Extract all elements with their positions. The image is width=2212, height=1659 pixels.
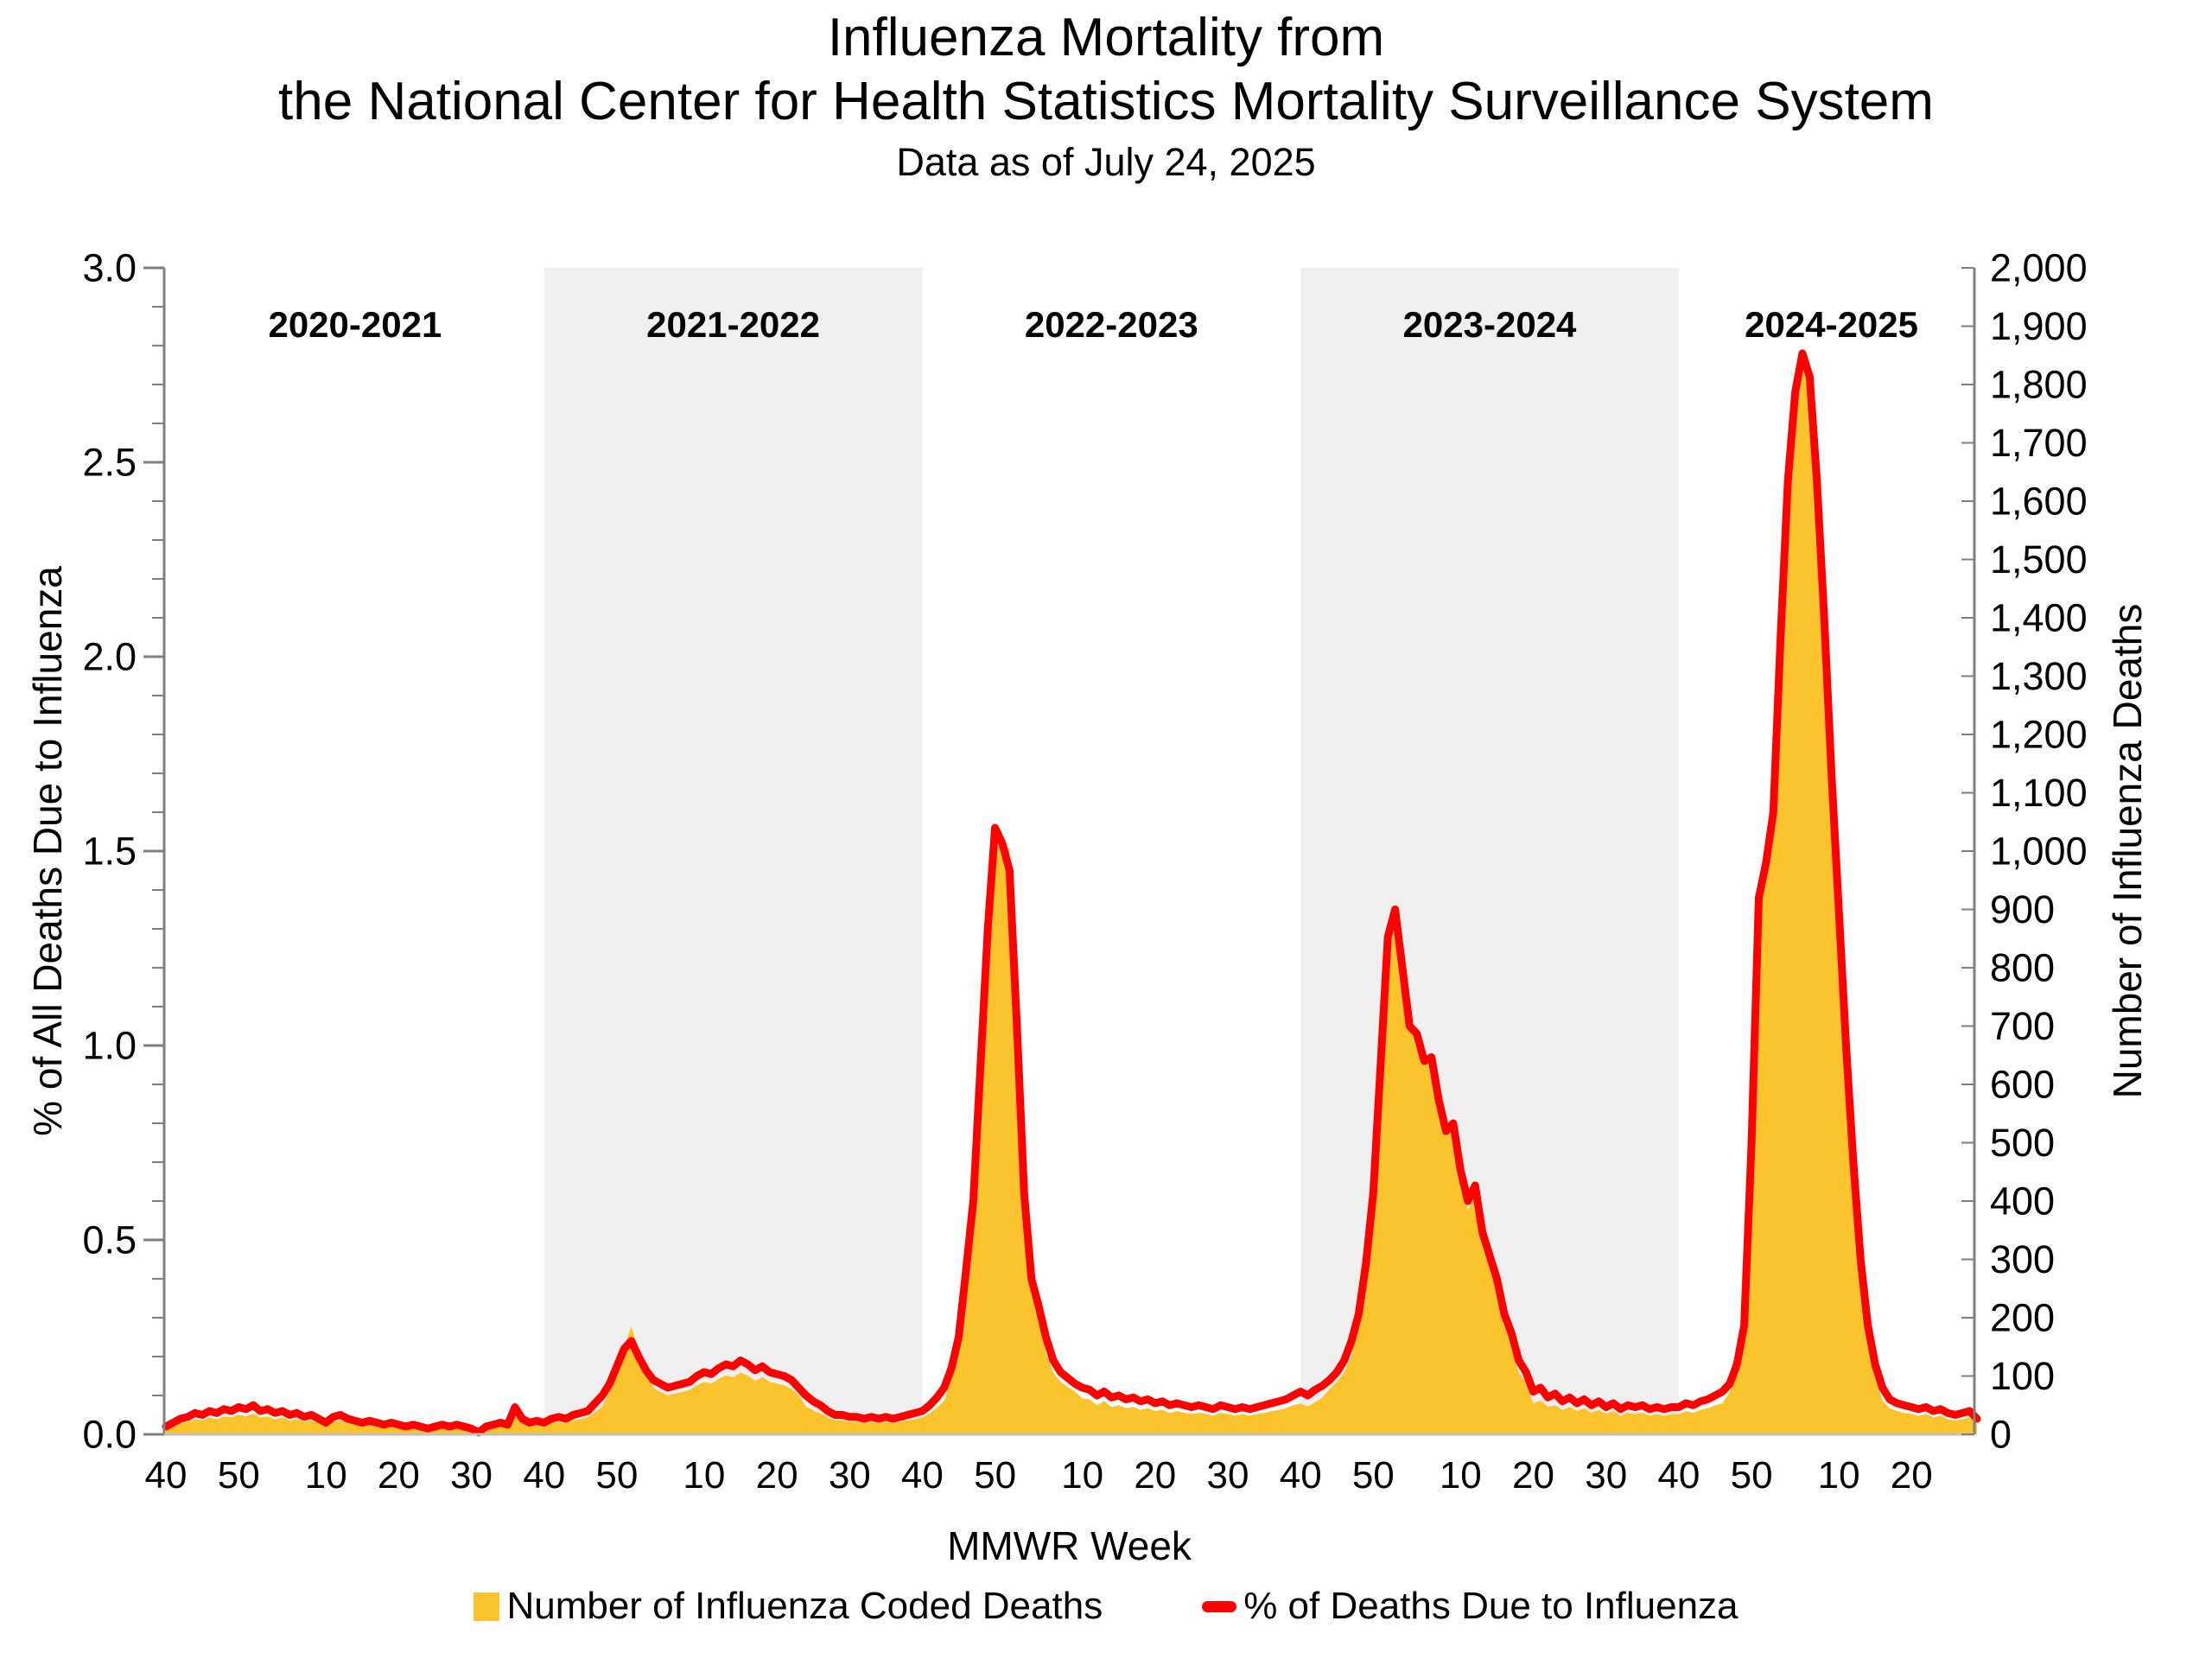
legend-label-influenza-coded-deaths: Number of Influenza Coded Deaths xyxy=(506,1585,1103,1627)
left-axis-tick-label: 3.0 xyxy=(82,245,137,290)
x-axis-tick-label: 40 xyxy=(1657,1454,1700,1497)
x-axis-tick-label: 50 xyxy=(1730,1454,1773,1497)
chart-title-line2: the National Center for Health Statistics Mortality Surveillance System xyxy=(278,72,1934,131)
right-axis-tick-label: 300 xyxy=(1990,1237,2056,1281)
x-axis-tick-label: 40 xyxy=(1279,1454,1322,1497)
right-axis-tick-label: 800 xyxy=(1990,945,2056,990)
influenza-coded-deaths-area xyxy=(166,364,1977,1434)
chart-legend xyxy=(0,1585,2212,1628)
left-axis-tick-label: 1.5 xyxy=(82,829,137,874)
right-axis-tick-label: 500 xyxy=(1990,1121,2056,1165)
season-label: 2020-2021 xyxy=(268,304,442,345)
left-axis-tick-label: 2.5 xyxy=(82,440,137,485)
season-label: 2023-2024 xyxy=(1402,304,1577,345)
season-shading-band xyxy=(544,268,923,1434)
x-axis-title: MMWR Week xyxy=(947,1523,1192,1568)
x-axis-tick-label: 50 xyxy=(595,1454,639,1497)
x-axis-tick-label: 50 xyxy=(1351,1454,1395,1497)
x-axis-tick-label: 30 xyxy=(1206,1454,1249,1497)
chart-title-line1: Influenza Mortality from xyxy=(827,8,1385,67)
right-axis-tick-label: 900 xyxy=(1990,887,2056,931)
season-label: 2022-2023 xyxy=(1024,304,1198,345)
right-axis-tick-label: 1,500 xyxy=(1990,537,2088,582)
right-axis-tick-label: 400 xyxy=(1990,1179,2056,1224)
legend-item-pct-deaths xyxy=(1202,1585,1738,1628)
x-axis-tick-label: 30 xyxy=(1585,1454,1628,1497)
right-axis-tick-label: 1,000 xyxy=(1990,829,2088,874)
chart-subtitle-data-as-of: Data as of July 24, 2025 xyxy=(896,140,1316,184)
x-axis-tick-label: 10 xyxy=(1439,1454,1482,1497)
right-axis-tick-label: 1,100 xyxy=(1990,771,2088,815)
right-axis-tick-label: 100 xyxy=(1990,1354,2056,1398)
right-axis-tick-label: 1,900 xyxy=(1990,304,2088,348)
right-axis-tick-label: 1,700 xyxy=(1990,421,2088,465)
left-axis-tick-label: 1.0 xyxy=(82,1023,137,1068)
legend-label-pct-deaths: % of Deaths Due to Influenza xyxy=(1243,1585,1738,1627)
x-axis-tick-label: 10 xyxy=(1061,1454,1104,1497)
legend-item-influenza-coded-deaths xyxy=(474,1585,1103,1628)
right-axis-tick-label: 600 xyxy=(1990,1062,2056,1107)
right-axis-tick-label: 1,200 xyxy=(1990,712,2088,757)
x-axis-tick-label: 20 xyxy=(1890,1454,1933,1497)
x-axis-tick-label: 50 xyxy=(974,1454,1017,1497)
x-axis-tick-label: 40 xyxy=(144,1454,188,1497)
x-axis-tick-label: 20 xyxy=(1134,1454,1177,1497)
x-axis-tick-label: 40 xyxy=(900,1454,944,1497)
x-axis-tick-label: 20 xyxy=(377,1454,420,1497)
right-axis-tick-label: 1,800 xyxy=(1990,362,2088,407)
right-axis-tick-label: 2,000 xyxy=(1990,245,2088,290)
x-axis-tick-label: 10 xyxy=(1817,1454,1860,1497)
left-axis-tick-label: 0.5 xyxy=(82,1217,137,1262)
x-axis-tick-label: 40 xyxy=(523,1454,566,1497)
left-axis-tick-label: 2.0 xyxy=(82,634,137,679)
x-axis-tick-label: 10 xyxy=(304,1454,347,1497)
left-axis-tick-label: 0.0 xyxy=(82,1412,137,1457)
x-axis-tick-label: 30 xyxy=(450,1454,493,1497)
right-axis-tick-label: 0 xyxy=(1990,1412,2012,1457)
line-swatch-icon xyxy=(1202,1601,1236,1612)
area-swatch-icon xyxy=(474,1592,499,1621)
right-axis-tick-label: 700 xyxy=(1990,1004,2056,1048)
x-axis-tick-label: 20 xyxy=(1512,1454,1554,1497)
x-axis-tick-label: 10 xyxy=(683,1454,726,1497)
right-axis-title: Number of Influenza Deaths xyxy=(2105,603,2150,1099)
right-axis-tick-label: 1,300 xyxy=(1990,654,2088,698)
right-axis-tick-label: 1,600 xyxy=(1990,479,2088,524)
right-axis-tick-label: 1,400 xyxy=(1990,595,2088,640)
right-axis-tick-label: 200 xyxy=(1990,1295,2056,1340)
x-axis-tick-label: 50 xyxy=(217,1454,260,1497)
season-label: 2024-2025 xyxy=(1745,304,1919,345)
x-axis-tick-label: 30 xyxy=(828,1454,871,1497)
season-label: 2021-2022 xyxy=(646,304,821,345)
left-axis-title: % of All Deaths Due to Influenza xyxy=(25,566,70,1136)
pct-deaths-line xyxy=(166,353,1977,1433)
x-axis-tick-label: 20 xyxy=(755,1454,798,1497)
